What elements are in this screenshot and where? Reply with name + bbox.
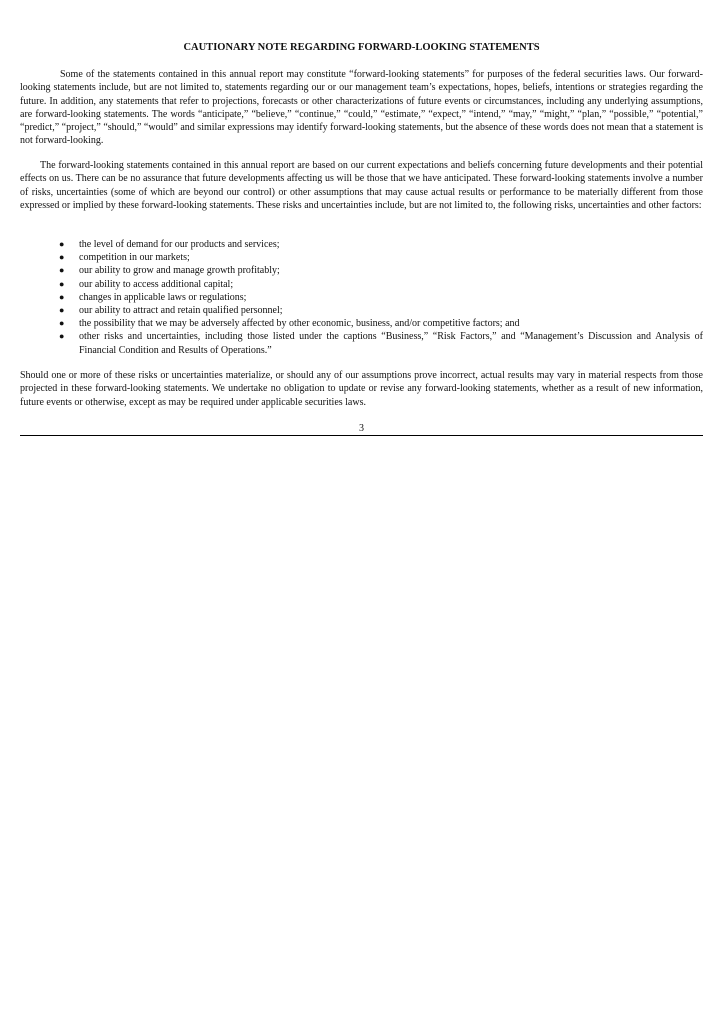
bullet-icon: ● <box>59 278 65 289</box>
list-item: ● our ability to grow and manage growth profitably; <box>59 265 280 277</box>
list-item: ● competition in our markets; <box>59 252 190 264</box>
bullet-icon: ● <box>59 331 65 342</box>
list-item: ● the level of demand for our products and services; <box>59 239 280 250</box>
list-item: ● our ability to attract and retain qualified personnel; <box>59 305 283 317</box>
bullet-icon: ● <box>59 252 65 263</box>
page-divider <box>20 435 703 436</box>
bullet-icon: ● <box>59 265 65 276</box>
list-item: ● the possibility that we may be adversely affected by other economic, business, and/or competitive factors; and <box>59 318 520 330</box>
bullet-icon: ● <box>59 239 65 249</box>
paragraph-closing: Should one or more of these risks or uncertainties materialize, or should any of our assumptions prove incorrect, actual results may vary in material respects from those projected in these forward-looking statements. We undertake no obligation to update or revise any forward-looking statements, whether as a result of new information, future events or otherwise, except as may be required under applicable securities laws. <box>20 370 703 408</box>
list-item: ● other risks and uncertainties, including those listed under the captions “Business,” “Risk Factors,” and “Management’s Discussion and Analysis of Financial Condition and Results of Operations.” <box>59 331 703 356</box>
bullet-icon: ● <box>59 305 65 316</box>
bullet-icon: ● <box>59 291 65 302</box>
list-item: ● changes in applicable laws or regulations; <box>59 291 247 303</box>
paragraph-expectations: The forward-looking statements contained in this annual report are based on our current expectations and beliefs concerning future developments and their potential effects on us. There can be no assurance that future developments affecting us will be those that we have anticipated. These forward-looking statements involve a number of risks, uncertainties (some of which are beyond our control) or other assumptions that may cause actual results or performance to be materially different from those expressed or implied by these forward-looking statements. These risks and uncertainties include, but are not limited to, the following risks, uncertainties and other factors: <box>20 160 703 211</box>
list-item: ● our ability to access additional capital; <box>59 278 234 290</box>
page-title: CAUTIONARY NOTE REGARDING FORWARD-LOOKING STATEMENTS <box>183 42 540 53</box>
risk-factor-list <box>20 238 703 357</box>
paragraph-intro: Some of the statements contained in this annual report may constitute “forward-looking statements” for purposes of the federal securities laws. Our forward-looking statements include, but are not limited to, statements regarding our or our management team’s expectations, hopes, beliefs, intentions or strategies regarding the future. In addition, any statements that refer to projections, forecasts or other characterizations of future events or circumstances, including any underlying assumptions, are forward-looking statements. The words “anticipate,” “believe,” “continue,” “could,” “estimate,” “expect,” “intend,” “may,” “might,” “plan,” “possible,” “potential,” “predict,” “project,” “should,” “would” and similar expressions may identify forward-looking statements, but the absence of these words does not mean that a statement is not forward-looking. <box>20 69 703 147</box>
bullet-icon: ● <box>59 318 65 329</box>
page-number: 3 <box>359 423 364 434</box>
